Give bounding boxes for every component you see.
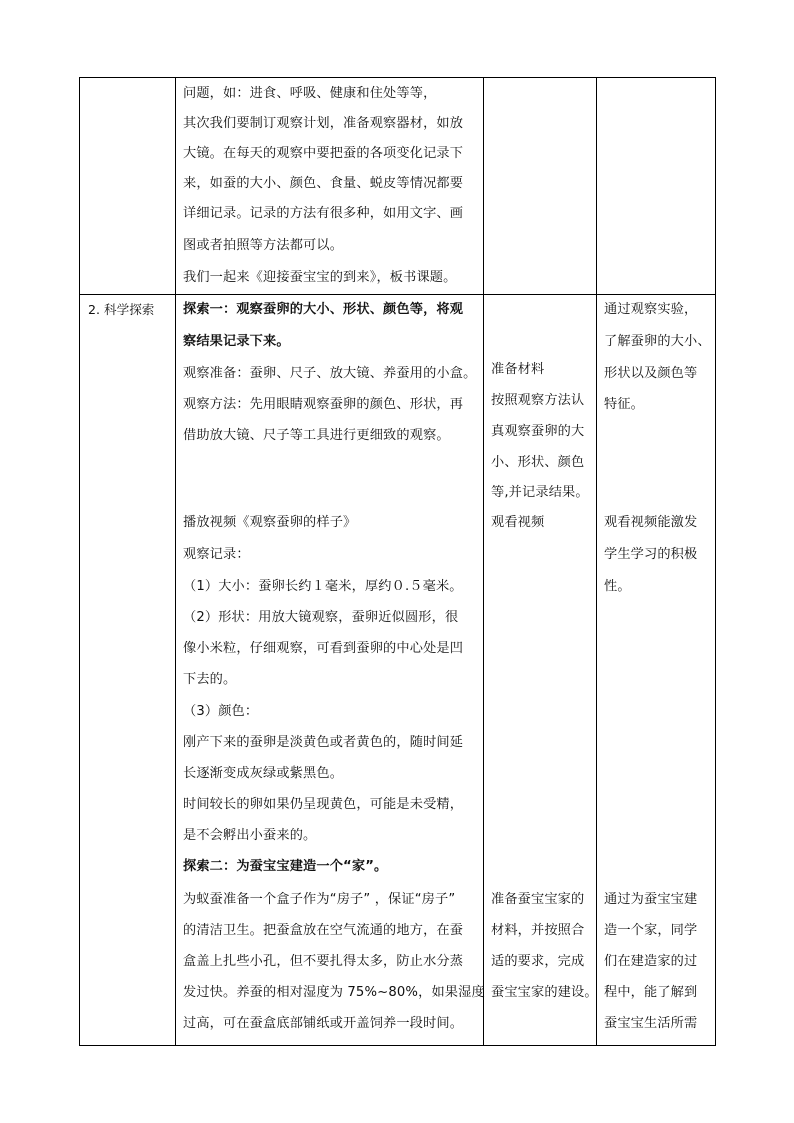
student-activity-cell <box>484 78 597 295</box>
text-line: 问题，如：进食、呼吸、健康和住处等等， <box>183 86 437 101</box>
exploration-heading: 探索一：观察蚕卵的大小、形状、颜色等，将观 <box>183 302 464 317</box>
text-line: 观察记录： <box>183 547 250 562</box>
text-line: 准备材料 <box>491 362 545 377</box>
text-line: 材料，并按照合 <box>491 923 585 938</box>
text-line: 真观察蚕卵的大 <box>491 424 585 439</box>
design-intent-cell <box>597 78 716 295</box>
text-line: 通过为蚕宝宝建 <box>604 892 698 907</box>
text-line: 蚕宝宝家的建设。 <box>491 985 598 1000</box>
table-row <box>80 78 716 295</box>
teacher-activity-cell <box>176 78 484 295</box>
text-line: 借助放大镜、尺子等工具进行更细致的观察。 <box>183 428 450 443</box>
text-line: 观看视频 <box>491 515 545 530</box>
stage-cell <box>80 78 176 295</box>
text-line: 性。 <box>604 579 631 594</box>
text-line: 盒盖上扎些小孔，但不要扎得太多，防止水分蒸 <box>183 954 464 969</box>
text-line: 的清洁卫生。把蚕盒放在空气流通的地方，在蚕 <box>183 923 464 938</box>
exploration-heading: 察结果记录下来。 <box>183 334 290 349</box>
table-row <box>80 295 716 1046</box>
text-line: 学生学习的积极 <box>604 547 698 562</box>
text-line: 们在建造家的过 <box>604 954 698 969</box>
text-line: 长逐渐变成灰绿或紫黑色。 <box>183 766 344 781</box>
text-line: 是不会孵出小蚕来的。 <box>183 828 317 843</box>
text-line: 观看视频能激发 <box>604 515 698 530</box>
lesson-plan-table <box>79 77 716 1046</box>
text-line: （1）大小：蚕卵长约１毫米，厚约０.５毫米。 <box>183 579 463 594</box>
text-line: 时间较长的卵如果仍呈现黄色，可能是未受精， <box>183 797 464 812</box>
text-line: （2）形状：用放大镜观察，蚕卵近似圆形，很 <box>183 610 459 625</box>
text-line: 准备蚕宝宝家的 <box>491 892 585 907</box>
text-line: 过高，可在蚕盒底部铺纸或开盖饲养一段时间。 <box>183 1016 464 1031</box>
text-line: （3）颜色： <box>183 704 259 719</box>
text-line: 发过快。养蚕的相对湿度为 75%~80%，如果湿度 <box>183 985 485 1000</box>
text-line: 图或者拍照等方法都可以。 <box>183 238 344 253</box>
text-line: 其次我们要制订观察计划，准备观察器材，如放 <box>183 116 464 131</box>
student-activity-cell <box>484 295 597 1046</box>
text-line: 了解蚕卵的大小、 <box>604 334 711 349</box>
text-line: 像小米粒，仔细观察，可看到蚕卵的中心处是凹 <box>183 641 464 656</box>
teacher-activity-cell <box>176 295 484 1046</box>
design-intent-cell <box>597 295 716 1046</box>
text-line: 特征。 <box>604 397 645 412</box>
text-line: 造一个家，同学 <box>604 923 698 938</box>
text-line: 大镜。在每天的观察中要把蚕的各项变化记录下 <box>183 146 464 161</box>
exploration-heading: 探索二：为蚕宝宝建造一个“家”。 <box>183 859 388 874</box>
text-line: 程中，能了解到 <box>604 985 698 1000</box>
stage-cell <box>80 295 176 1046</box>
text-line: 观察方法：先用眼睛观察蚕卵的颜色、形状，再 <box>183 397 464 412</box>
text-line: 我们一起来《迎接蚕宝宝的到来》，板书课题。 <box>183 270 457 285</box>
text-line: 等,并记录结果。 <box>491 485 589 500</box>
text-line: 蚕宝宝生活所需 <box>604 1016 698 1031</box>
text-line: 适的要求，完成 <box>491 954 585 969</box>
text-line: 按照观察方法认 <box>491 393 585 408</box>
text-line: 刚产下来的蚕卵是淡黄色或者黄色的，随时间延 <box>183 735 464 750</box>
text-line: 下去的。 <box>183 672 237 687</box>
text-line: 观察准备：蚕卵、尺子、放大镜、养蚕用的小盒。 <box>183 366 477 381</box>
text-line: 小、形状、颜色 <box>491 455 585 470</box>
text-line: 来，如蚕的大小、颜色、食量、蜕皮等情况都要 <box>183 176 464 191</box>
stage-label: 2. 科学探索 <box>88 302 155 317</box>
text-line: 播放视频《观察蚕卵的样子》 <box>183 515 357 530</box>
text-line: 详细记录。记录的方法有很多种，如用文字、画 <box>183 206 464 221</box>
text-line: 通过观察实验， <box>604 302 698 317</box>
text-line: 形状以及颜色等 <box>604 366 698 381</box>
text-line: 为蚁蚕准备一个盒子作为“房子” ，保证“房子” <box>183 892 456 907</box>
